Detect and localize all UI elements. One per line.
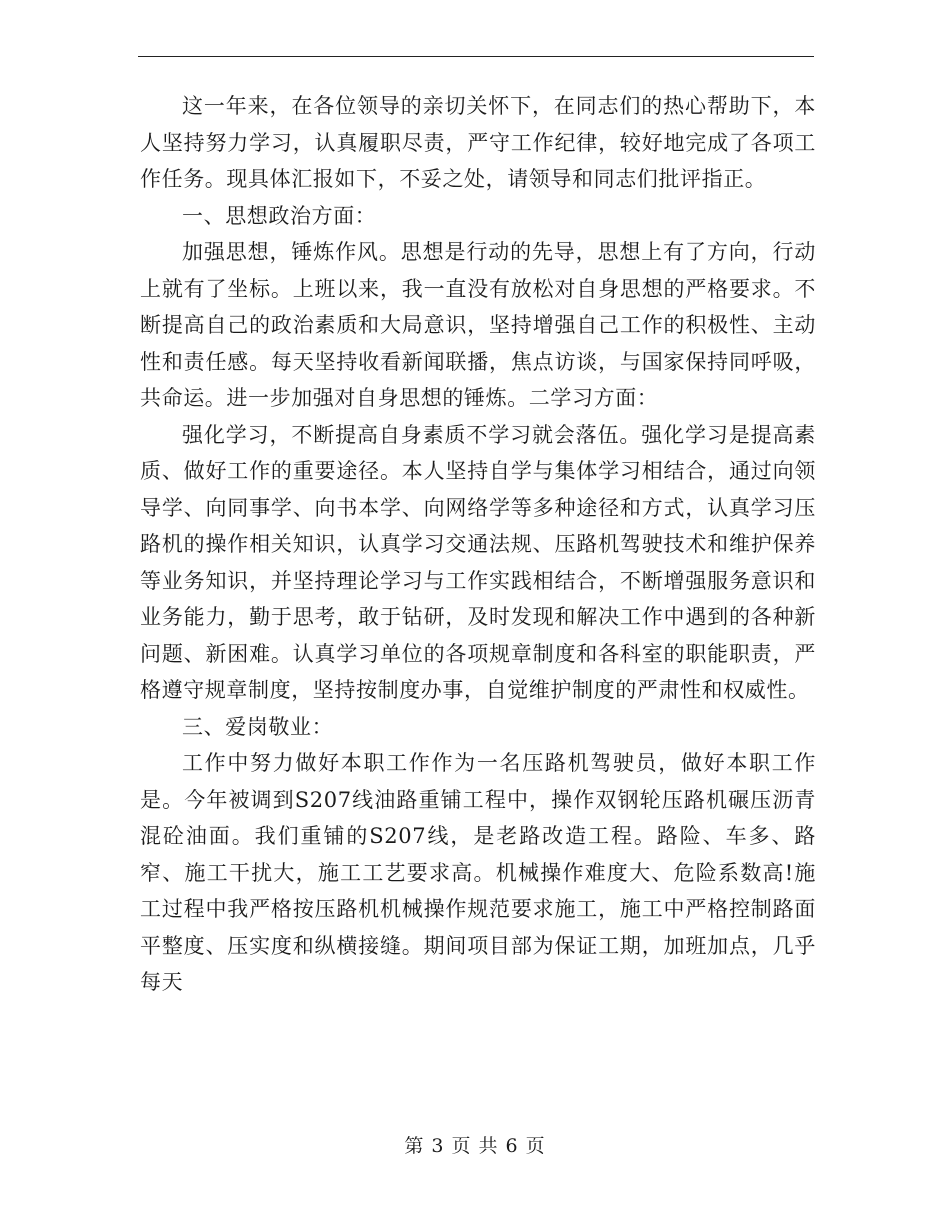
page-number: 第 3 页 共 6 页 xyxy=(404,1135,546,1157)
document-body xyxy=(140,88,816,1001)
paragraph-political: 加强思想，锤炼作风。思想是行动的先导，思想上有了方向，行动上就有了坐标。上班以来，我一直没有放松对自身思想的严格要求。不断提高自己的政治素质和大局意识，坚持增强自己工作的积极性、主动性和责任感。每天坚持收看新闻联播，焦点访谈，与国家保持同呼吸，共命运。进一步加强对自身思想的锤炼。二学习方面： xyxy=(140,240,816,410)
section-heading-dedication: 三、爱岗敬业： xyxy=(182,714,334,739)
header-rule xyxy=(138,56,814,57)
paragraph-study: 强化学习，不断提高自身素质不学习就会落伍。强化学习是提高素质、做好工作的重要途径。本人坚持自学与集体学习相结合，通过向领导学、向同事学、向书本学、向网络学等多种途径和方式，认真学习压路机的操作相关知识，认真学习交通法规、压路机驾驶技术和维护保养等业务知识，并坚持理论学习与工作实践相结合，不断增强服务意识和业务能力，勤于思考，敢于钻研，及时发现和解决工作中遇到的各种新问题、新困难。认真学习单位的各项规章制度和各科室的职能职责，严格遵守规章制度，坚持按制度办事，自觉维护制度的严肃性和权威性。 xyxy=(140,422,816,702)
paragraph-dedication: 工作中努力做好本职工作作为一名压路机驾驶员，做好本职工作是。今年被调到S207线油路重铺工程中，操作双钢轮压路机碾压沥青混砼油面。我们重铺的S207线，是老路改造工程。路险、车多、路窄、施工干扰大，施工工艺要求高。机械操作难度大、危险系数高!施工过程中我严格按压路机机械操作规范要求施工，施工中严格控制路面平整度、压实度和纵横接缝。期间项目部为保证工期，加班加点，几乎每天 xyxy=(140,751,816,994)
paragraph-intro: 这一年来，在各位领导的亲切关怀下，在同志们的热心帮助下，本人坚持努力学习，认真履职尽责，严守工作纪律，较好地完成了各项工作任务。现具体汇报如下，不妥之处，请领导和同志们批评指正。 xyxy=(140,94,816,191)
section-heading-political: 一、思想政治方面： xyxy=(182,203,377,228)
